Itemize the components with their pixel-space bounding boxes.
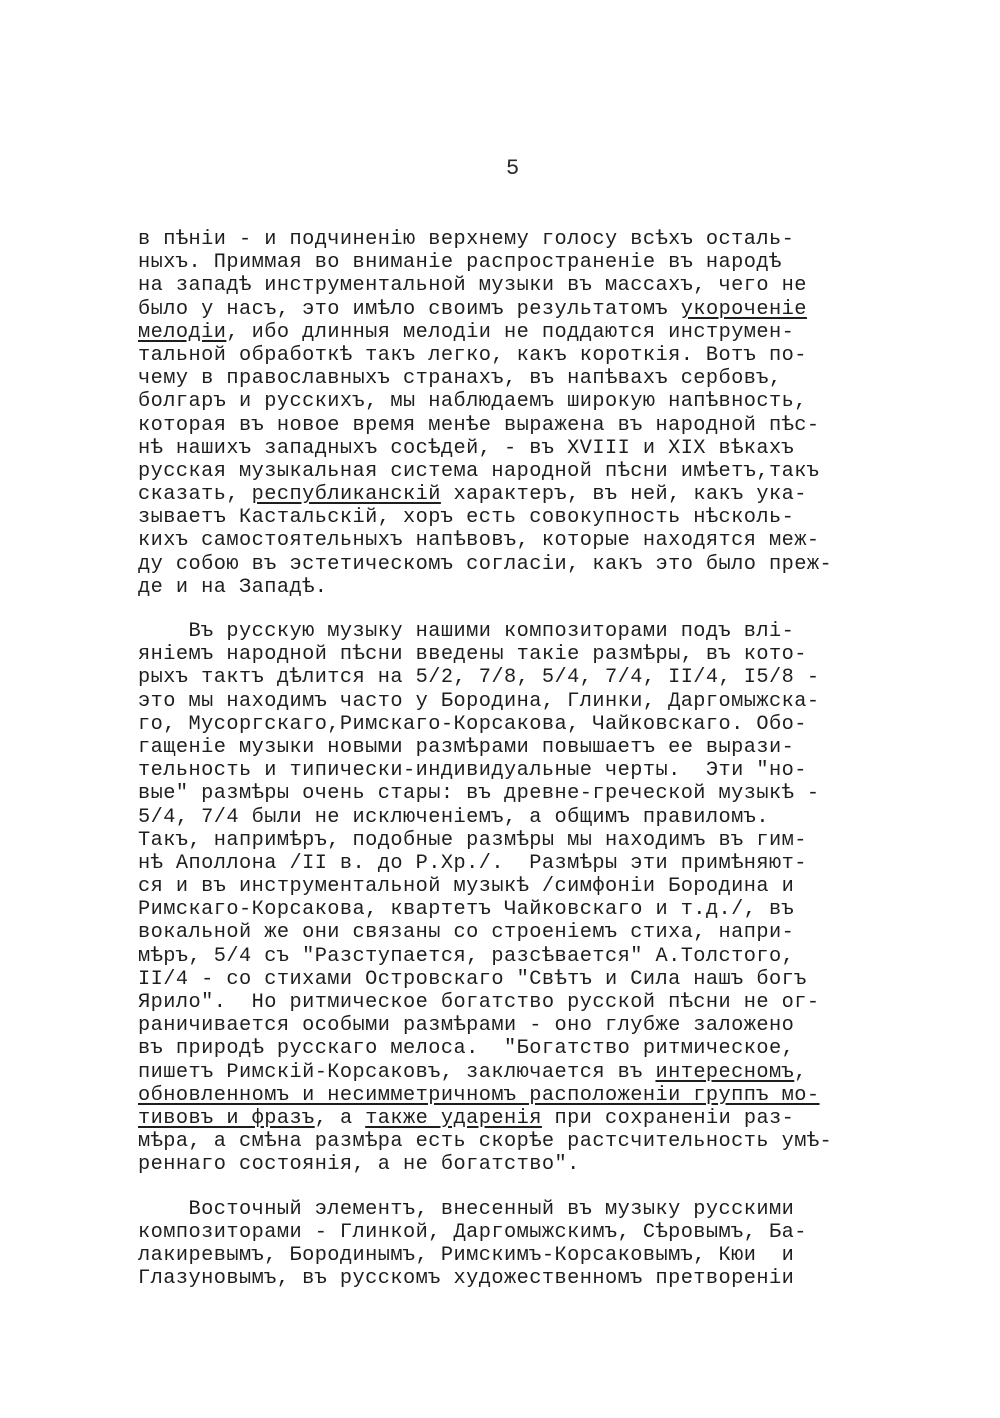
text-segment: яніемъ народной пѣсни введены такіе размѣры, въ кото-: [138, 643, 807, 667]
underlined-text: укороченіе: [680, 297, 807, 321]
text-line: [138, 1037, 918, 1060]
text-segment: Такъ, напримѣръ, подобные размѣры мы находимъ въ гим-: [138, 828, 807, 852]
text-segment: вокальной же они связаны со строеніемъ стиха, напри-: [138, 921, 795, 945]
text-segment: гащеніе музыки новыми размѣрами повышаетъ ее вырази-: [138, 735, 795, 759]
text-segment: ныхъ. Приммая во вниманіе распространеніе въ народѣ: [138, 251, 782, 275]
underlined-text: тивовъ и фразъ: [138, 1106, 315, 1130]
text-line: [138, 898, 918, 921]
text-line: [138, 1084, 918, 1107]
text-segment: болгаръ и русскихъ, мы наблюдаемъ широкую напѣвность,: [138, 390, 807, 414]
text-line: [138, 759, 918, 782]
paragraph-gap: [138, 1177, 918, 1198]
text-segment: ,: [794, 1060, 807, 1084]
text-segment: II/4 - со стихами Островскаго "Свѣтъ и Сила нашъ богъ: [138, 967, 807, 991]
text-line: [138, 852, 918, 875]
paragraph-gap: [138, 599, 918, 620]
text-segment: вые" размѣры очень стары: въ древне-греческой музыкѣ -: [138, 782, 820, 806]
text-line: [138, 1153, 918, 1176]
text-segment: характеръ, въ ней, какъ ука-: [440, 483, 807, 507]
text-segment: лакиревымъ, Бородинымъ, Римскимъ-Корсаковымъ, Кюи и: [138, 1243, 795, 1267]
text-line: [138, 414, 918, 437]
text-line: [138, 829, 918, 852]
text-segment: было у насъ, это имѣло своимъ результатомъ: [138, 297, 681, 321]
text-segment: 5/4, 7/4 были не исключеніемъ, а общимъ правиломъ.: [138, 805, 770, 829]
text-segment: на западѣ инструментальной музыки въ массахъ, чего не: [138, 274, 807, 298]
text-segment: ся и въ инструментальной музыкѣ /симфоніи Бородина и: [138, 875, 795, 899]
text-line: [138, 690, 918, 713]
text-line: [138, 736, 918, 759]
text-segment: это мы находимъ часто у Бородина, Глинки, Даргомыжска-: [138, 689, 820, 713]
text-segment: го, Мусоргскаго,Римскаго-Корсакова, Чайковскаго. Обо-: [138, 712, 807, 736]
text-segment: Глазуновымъ, въ русскомъ художественномъ претвореніи: [138, 1267, 795, 1291]
text-line: [138, 806, 918, 829]
underlined-text: интересномъ: [655, 1060, 795, 1084]
text-segment: при сохраненіи раз-: [541, 1106, 795, 1130]
text-line: [138, 553, 918, 576]
text-line: [138, 251, 918, 274]
text-segment: зываетъ Кастальскій, хоръ есть совокупность нѣсколь-: [138, 506, 795, 530]
text-segment: русская музыкальная система народной пѣсни имѣетъ,такъ: [138, 459, 820, 483]
text-line: [138, 968, 918, 991]
text-line: [138, 620, 918, 643]
text-line: [138, 321, 918, 344]
text-segment: нѣ нашихъ западныхъ сосѣдей, - въ XVIII и XIX вѣкахъ: [138, 436, 795, 460]
text-segment: нѣ Аполлона /II в. до Р.Хр./. Размѣры эти примѣняют-: [138, 851, 807, 875]
text-line: [138, 1130, 918, 1153]
text-line: [138, 782, 918, 805]
paragraph: [138, 620, 918, 1177]
text-line: [138, 483, 918, 506]
text-line: [138, 274, 918, 297]
text-line: [138, 1198, 918, 1221]
text-segment: реннаго состоянія, а не богатство".: [138, 1153, 580, 1177]
text-segment: Восточный элементъ, внесенный въ музыку русскими: [138, 1197, 795, 1221]
text-segment: в пѣніи - и подчиненію верхнему голосу всѣхъ осталь-: [138, 228, 795, 251]
text-segment: Ярило". Но ритмическое богатство русской пѣсни не ог-: [138, 991, 820, 1014]
text-line: [138, 875, 918, 898]
text-segment: де и на Западѣ.: [138, 575, 328, 599]
text-line: [138, 367, 918, 390]
text-line: [138, 298, 918, 321]
text-line: [138, 1061, 918, 1084]
text-line: [138, 390, 918, 413]
text-line: [138, 576, 918, 599]
text-segment: тальной обработкѣ такъ легко, какъ короткія. Вотъ по-: [138, 343, 807, 367]
text-segment: композиторами - Глинкой, Даргомыжскимъ, Сѣровымъ, Ба-: [138, 1220, 807, 1244]
underlined-text: республиканскій: [251, 483, 441, 507]
text-line: [138, 666, 918, 689]
text-segment: кихъ самостоятельныхъ напѣвовъ, которые находятся меж-: [138, 529, 820, 553]
underlined-text: также ударенія: [365, 1106, 542, 1130]
text-line: [138, 945, 918, 968]
body-text: [138, 228, 918, 1290]
text-segment: сказать,: [138, 483, 252, 507]
underlined-text: обновленномъ и несимметричномъ расположеніи группъ мо-: [138, 1083, 820, 1107]
text-line: [138, 529, 918, 552]
text-line: [138, 643, 918, 666]
text-segment: Въ русскую музыку нашими композиторами подъ влі-: [138, 620, 795, 643]
text-segment: тельность и типически-индивидуальные черты. Эти "но-: [138, 759, 807, 783]
text-segment: которая въ новое время менѣе выражена въ народной пѣс-: [138, 413, 820, 437]
paragraph: [138, 1198, 918, 1291]
underlined-text: мелодіи: [138, 320, 227, 344]
text-segment: пишетъ Римскій-Корсаковъ, заключается въ: [138, 1060, 656, 1084]
text-line: [138, 437, 918, 460]
text-segment: мѣра, а смѣна размѣра есть скорѣе растсчительность умѣ-: [138, 1130, 833, 1154]
text-segment: въ природѣ русскаго мелоса. "Богатство ритмическое,: [138, 1037, 795, 1061]
text-line: [138, 460, 918, 483]
text-segment: чему в православныхъ странахъ, въ напѣвахъ сербовъ,: [138, 367, 782, 391]
text-segment: , ибо длинныя мелодіи не поддаются инструмен-: [226, 320, 795, 344]
text-line: [138, 921, 918, 944]
text-line: [138, 1244, 918, 1267]
paragraph: [138, 228, 918, 599]
text-segment: Римскаго-Корсакова, квартетъ Чайковскаго и т.д./, въ: [138, 898, 795, 922]
text-line: [138, 713, 918, 736]
text-line: [138, 1014, 918, 1037]
text-segment: рыхъ тактъ дѣлится на 5/2, 7/8, 5/4, 7/4, II/4, I5/8 -: [138, 666, 820, 690]
text-line: [138, 991, 918, 1014]
page-number: 5: [506, 156, 520, 181]
text-segment: , а: [314, 1106, 366, 1130]
text-segment: раничивается особыми размѣрами - оно глубже заложено: [138, 1014, 795, 1038]
text-line: [138, 1221, 918, 1244]
text-line: [138, 344, 918, 367]
text-line: [138, 228, 918, 251]
text-line: [138, 506, 918, 529]
text-line: [138, 1267, 918, 1290]
text-segment: ду собою въ эстетическомъ согласіи, какъ это было преж-: [138, 552, 833, 576]
text-line: [138, 1107, 918, 1130]
text-segment: мѣръ, 5/4 съ "Разступается, разсѣвается" А.Толстого,: [138, 944, 795, 968]
